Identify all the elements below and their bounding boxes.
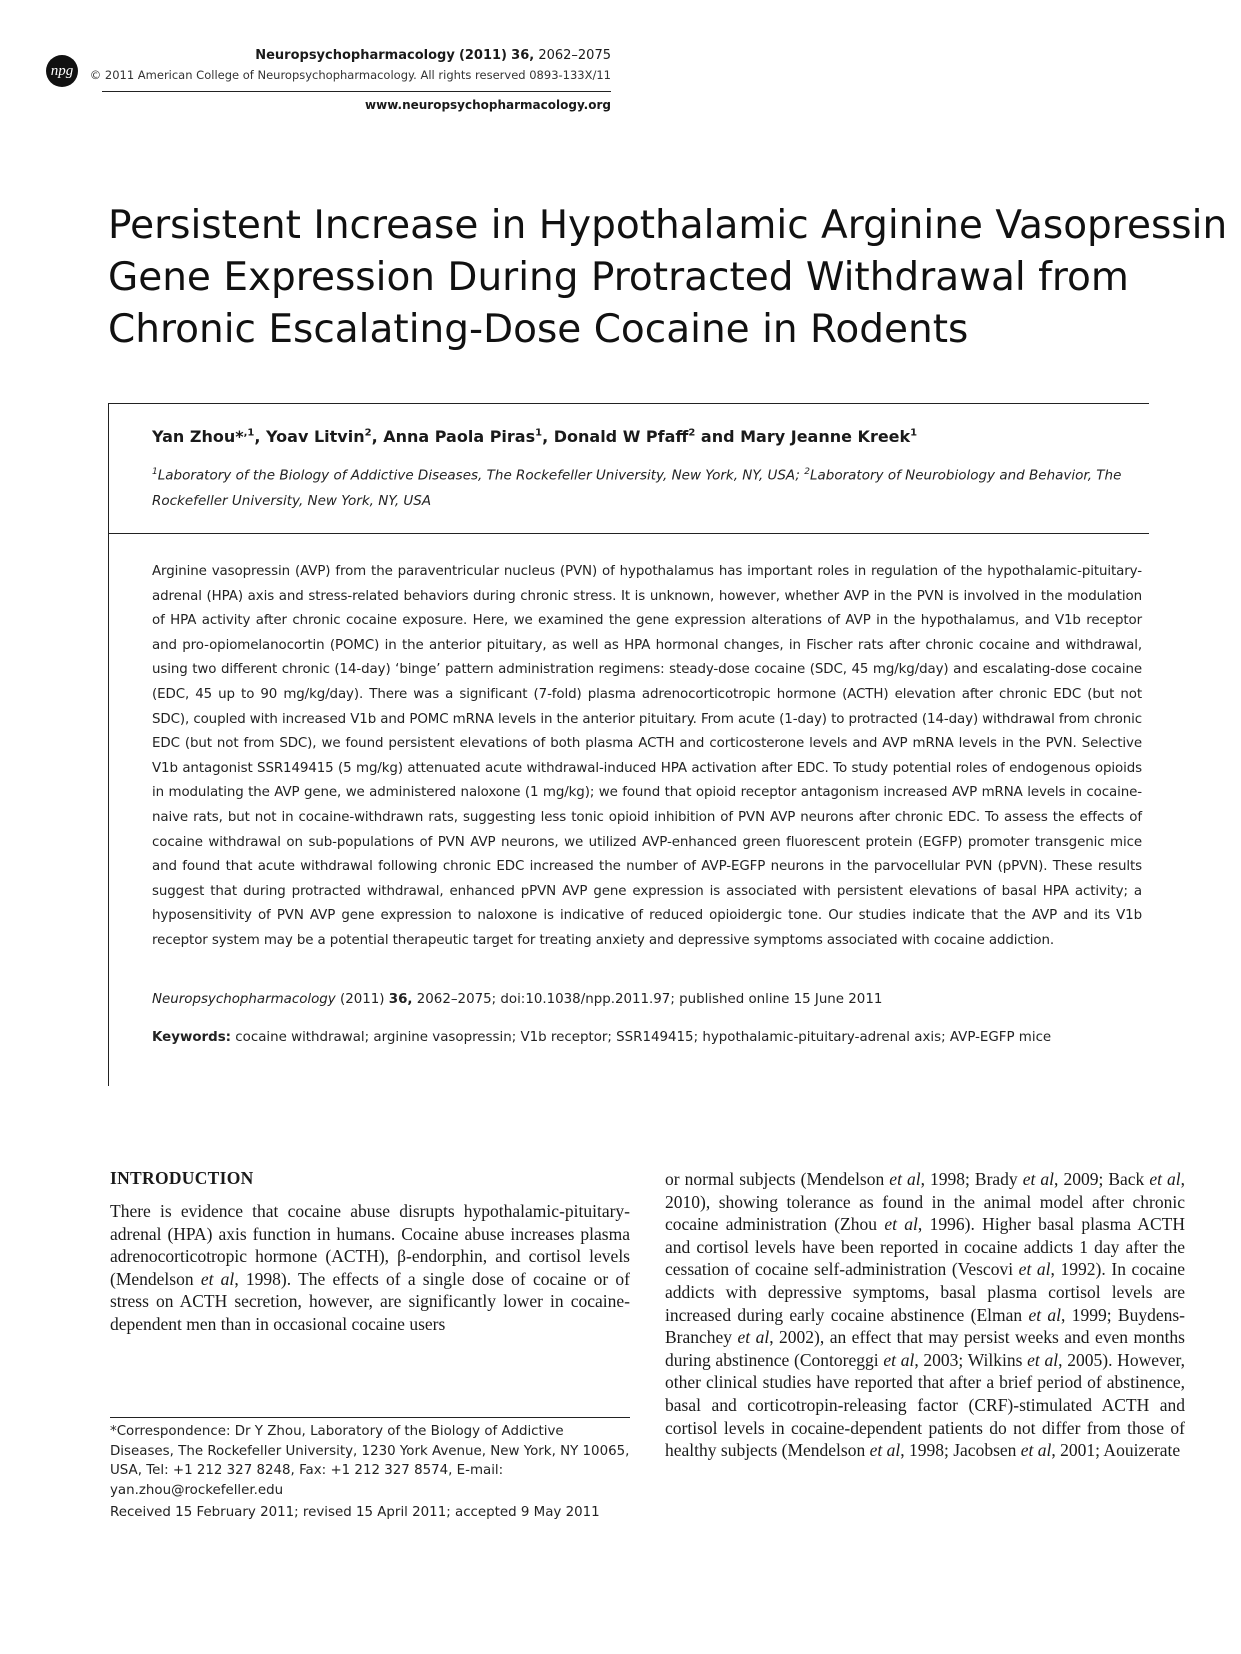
footnote-divider: [110, 1417, 630, 1418]
journal-website-link[interactable]: www.neuropsychopharmacology.org: [365, 98, 611, 112]
keywords: [152, 1030, 1152, 1045]
author-name: Yoav Litvin: [266, 427, 365, 446]
intro-text: There is evidence that cocaine abuse disrupts hypothalamic-pituitary-adrenal (HPA) axis function in humans. Cocaine abuse increases plasma adrenocorticotropic hormone (ACTH), β-endorphin, and cortisol levels (Mendelson: [110, 1201, 630, 1289]
citation-et-al: et al: [1028, 1304, 1062, 1325]
author-name: Mary Jeanne Kreek: [740, 427, 911, 446]
correspondence-footnote: *Correspondence: Dr Y Zhou, Laboratory of the Biology of Addictive Diseases, The Rockefeller University, 1230 York Avenue, New York, NY 10065, USA, Tel: +1 212 327 8248, Fax: +1 212 327 8574, E-mail: yan.zhou@rockefeller.edu: [110, 1424, 630, 1498]
received-dates: Received 15 February 2011; revised 15 April 2011; accepted 9 May 2011: [110, 1505, 600, 1520]
citation-et-al: et al: [883, 1349, 915, 1370]
citation-et-al: et al: [1020, 1440, 1052, 1461]
intro-text: , 2003; Wilkins: [914, 1349, 1028, 1370]
citation-et-al: et al: [889, 1169, 921, 1189]
intro-right-column: [665, 1168, 1185, 1462]
journal-citation-header: [255, 48, 611, 63]
intro-text: , 1996). Higher basal plasma ACTH and cortisol levels have been reported in cocaine addicts 1 day after the cessation of cocaine self-administration (Vescovi: [665, 1214, 1186, 1280]
intro-text: , 1999; Buydens-Branchey: [665, 1304, 1186, 1348]
intro-text: , 2001; Aouizerate: [1051, 1440, 1181, 1461]
author-box-top-rule: [108, 403, 1149, 404]
author-separator: ,: [371, 427, 384, 446]
citation-volume: 36,: [388, 992, 413, 1007]
citation-et-al: et al: [1022, 1169, 1055, 1189]
affiliation-marker: 1: [152, 467, 158, 477]
author-affiliation-marker: 1: [535, 427, 543, 439]
keywords-label: Keywords:: [152, 1030, 232, 1045]
article-title: [108, 200, 1228, 356]
intro-text: , 2010), showing tolerance as found in the animal model after chronic cocaine administration (Zhou: [665, 1169, 1186, 1235]
abstract-left-rule: [108, 403, 109, 1086]
journal-year: (2011): [458, 48, 508, 63]
author-affiliation-marker: ,1: [243, 427, 255, 439]
intro-text: , 2002), an effect that may persist weeks and even months during abstinence (Contoreggi: [665, 1327, 1185, 1370]
author-separator: ,: [542, 427, 554, 446]
author-affiliation-marker: 1: [910, 427, 918, 439]
title-line: Persistent Increase in Hypothalamic Arginine Vasopressin: [108, 203, 1228, 248]
citation-et-al: et al: [1027, 1349, 1059, 1370]
journal-pages: 2062–2075: [538, 48, 611, 63]
title-line: Chronic Escalating-Dose Cocaine in Rodents: [108, 307, 969, 352]
copyright-notice: © 2011 American College of Neuropsychopharmacology. All rights reserved 0893-133X/11: [89, 68, 611, 82]
author-name: Yan Zhou*: [152, 427, 244, 446]
npg-logo: npg: [46, 55, 78, 87]
intro-left-column: [110, 1200, 630, 1336]
citation-et-al: et al: [869, 1440, 901, 1461]
journal-volume: 36,: [511, 48, 535, 63]
intro-text: , 1998; Jacobsen: [900, 1440, 1021, 1461]
citation-et-al: et al: [1018, 1259, 1051, 1280]
section-heading-introduction: INTRODUCTION: [110, 1168, 254, 1188]
author-name: Donald W Pfaff: [553, 427, 689, 446]
article-citation: [152, 992, 882, 1007]
intro-text: , 2009; Back: [1054, 1169, 1150, 1189]
intro-text: , 2005). However, other clinical studies have reported that after a brief period of abstinence, basal and corticotropin-releasing factor (CRF)-stimulated ACTH and cortisol levels in cocaine-dependent patients do not differ from those of healthy subjects (Mendelson: [665, 1349, 1185, 1461]
intro-text: , 1998). The effects of a single dose of cocaine or of stress on ACTH secretion, however, are significantly lower in cocaine-dependent men than in occasional cocaine users: [110, 1268, 630, 1334]
intro-text: , 1998; Brady: [920, 1169, 1023, 1189]
affiliation-2: Laboratory of Neurobiology and Behavior, The Rockefeller University, New York, NY, USA: [152, 467, 1122, 509]
keywords-list: cocaine withdrawal; arginine vasopressin; V1b receptor; SSR149415; hypothalamic-pituitary-adrenal axis; AVP-EGFP mice: [231, 1030, 1052, 1045]
author-name: Anna Paola Piras: [383, 427, 536, 446]
abstract-text: Arginine vasopressin (AVP) from the paraventricular nucleus (PVN) of hypothalamus has important roles in regulation of the hypothalamic-pituitary-adrenal (HPA) axis and stress-related behaviors during chronic stress. It is unknown, however, whether AVP in the PVN is involved in the modulation of HPA activity after chronic cocaine exposure. Here, we examined the gene expression alterations of AVP in the hypothalamus, and V1b receptor and pro-opiomelanocortin (POMC) in the anterior pituitary, as well as HPA hormonal changes, in Fischer rats after chronic cocaine and withdrawal, using two different chronic (14-day) ‘binge’ pattern administration regimens: steady-dose cocaine (SDC, 45 mg/kg/day) and escalating-dose cocaine (EDC, 45 up to 90 mg/kg/day). There was a significant (7-fold) plasma adrenocorticotropic hormone (ACTH) elevation after chronic EDC (but not SDC), coupled with increased V1b and POMC mRNA levels in the anterior pituitary. From acute (1-day) to protracted (14-day) withdrawal from chronic EDC (but not from SDC), we found persistent elevations of both plasma ACTH and corticosterone levels and AVP mRNA levels in the PVN. Selective V1b antagonist SSR149415 (5 mg/kg) attenuated acute withdrawal-induced HPA activation after EDC. To study potential roles of endogenous opioids in modulating the AVP gene, we administered naloxone (1 mg/kg); we found that opioid receptor antagonism increased AVP mRNA levels in cocaine-naive rats, but not in cocaine-withdrawn rats, suggesting less tonic opioid inhibition of PVN AVP neurons after chronic EDC. To assess the effects of cocaine withdrawal on sub-populations of PVN AVP neurons, we utilized AVP-enhanced green fluorescent protein (EGFP) promoter transgenic mice and found that acute withdrawal following chronic EDC increased the number of AVP-EGFP neurons in the parvocellular PVN (pPVN). These results suggest that during protracted withdrawal, enhanced pPVN AVP gene expression is associated with persistent elevations of basal HPA activity; a hyposensitivity of PVN AVP gene expression to naloxone is indicative of reduced opioidergic tone. Our studies indicate that the AVP and its V1b receptor system may be a potential therapeutic target for treating anxiety and depressive symptoms associated with cocaine addiction.: [152, 564, 1142, 948]
affiliation-marker: 2: [804, 467, 810, 477]
author-separator: and: [695, 427, 741, 446]
intro-text: or normal subjects (Mendelson: [665, 1169, 890, 1189]
citation-journal: Neuropsychopharmacology: [152, 992, 336, 1007]
header-divider: [102, 91, 611, 92]
citation-details: 2062–2075; doi:10.1038/npp.2011.97; published online 15 June 2011: [412, 992, 883, 1007]
author-affiliation-marker: 2: [688, 427, 696, 439]
citation-et-al: et al: [200, 1268, 235, 1289]
citation-year: (2011): [335, 992, 389, 1007]
affiliations: [152, 460, 1142, 514]
title-line: Gene Expression During Protracted Withdrawal from: [108, 255, 1129, 300]
author-box-bottom-rule: [108, 533, 1149, 534]
citation-et-al: et al: [884, 1214, 918, 1235]
author-affiliation-marker: 2: [364, 427, 372, 439]
author-separator: ,: [254, 427, 267, 446]
affiliation-1: Laboratory of the Biology of Addictive Diseases, The Rockefeller University, New York, NY, USA;: [157, 467, 805, 484]
citation-et-al: et al: [737, 1327, 770, 1348]
intro-text: , 1992). In cocaine addicts with depressive symptoms, basal plasma cortisol levels are increased during early cocaine abstinence (Elman: [665, 1259, 1185, 1325]
author-list: [152, 427, 917, 446]
citation-et-al: et al: [1149, 1169, 1181, 1189]
journal-name: Neuropsychopharmacology: [255, 48, 455, 63]
